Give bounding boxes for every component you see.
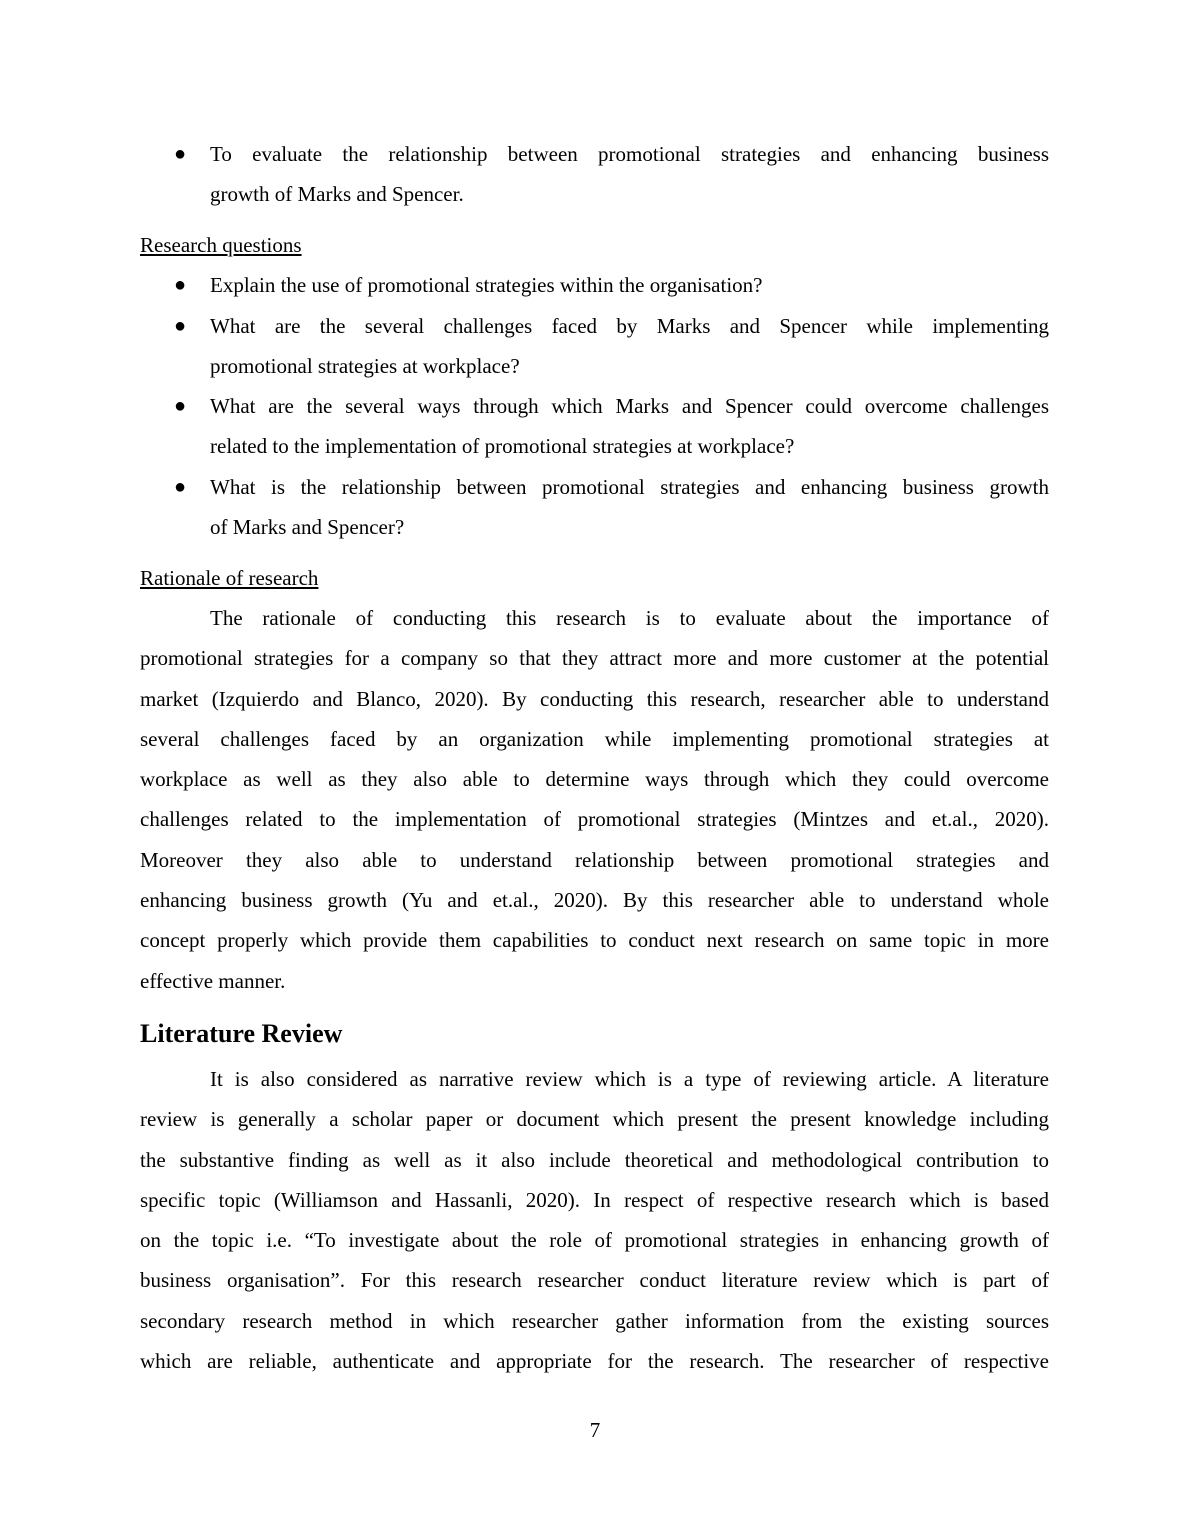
bullet-icon: ● bbox=[174, 395, 187, 417]
line: concept properly which provide them capabilities to conduct next research on same topic in more bbox=[140, 928, 1049, 953]
line: market (Izquierdo and Blanco, 2020). By conducting this research, researcher able to understand bbox=[140, 686, 1049, 711]
rationale-paragraph bbox=[140, 598, 1049, 1001]
research-question-item bbox=[174, 386, 1049, 467]
line: Explain the use of promotional strategies within the organisation? bbox=[210, 273, 763, 297]
line: Moreover they also able to understand relationship between promotional strategies and bbox=[140, 847, 1049, 872]
line: effective manner. bbox=[140, 968, 286, 993]
line: enhancing business growth (Yu and et.al., 2020). By this researcher able to understand whole bbox=[140, 888, 1049, 913]
bullet-icon: ● bbox=[174, 143, 187, 165]
research-question-item bbox=[174, 467, 1049, 548]
line: promotional strategies for a company so that they attract more and more customer at the potential bbox=[140, 646, 1049, 671]
line: To evaluate the relationship between promotional strategies and enhancing business bbox=[210, 142, 1049, 166]
line: growth of Marks and Spencer. bbox=[210, 182, 464, 207]
research-questions-heading: Research questions bbox=[140, 233, 302, 257]
rationale-heading: Rationale of research bbox=[140, 566, 319, 590]
line: on the topic i.e. “To investigate about the role of promotional strategies in enhancing growth of bbox=[140, 1228, 1049, 1253]
line: the substantive finding as well as it also include theoretical and methodological contribution to bbox=[140, 1147, 1049, 1172]
line: business organisation”. For this research researcher conduct literature review which is part of bbox=[140, 1268, 1049, 1293]
line: What are the several challenges faced by Marks and Spencer while implementing bbox=[210, 314, 1049, 338]
line: specific topic (Williamson and Hassanli, 2020). In respect of respective research which is based bbox=[140, 1187, 1049, 1212]
research-question-item bbox=[174, 306, 1049, 387]
research-question-item bbox=[174, 265, 1049, 305]
line: The rationale of conducting this research is to evaluate about the importance of bbox=[210, 606, 1049, 630]
line: which are reliable, authenticate and appropriate for the research. The researcher of respective bbox=[140, 1349, 1049, 1374]
line: It is also considered as narrative review which is a type of reviewing article. A literature bbox=[210, 1067, 1049, 1091]
bullet-icon: ● bbox=[174, 476, 187, 498]
line: related to the implementation of promotional strategies at workplace? bbox=[210, 434, 795, 459]
line: review is generally a scholar paper or document which present the present knowledge including bbox=[140, 1107, 1049, 1132]
line: What are the several ways through which Marks and Spencer could overcome challenges bbox=[210, 394, 1049, 418]
line: challenges related to the implementation of promotional strategies (Mintzes and et.al., 2020). bbox=[140, 807, 1049, 832]
line: secondary research method in which researcher gather information from the existing sources bbox=[140, 1308, 1049, 1333]
page-number: 7 bbox=[589, 1418, 601, 1442]
bullet-icon: ● bbox=[174, 315, 187, 337]
line: What is the relationship between promotional strategies and enhancing business growth bbox=[210, 475, 1049, 499]
line: workplace as well as they also able to determine ways through which they could overcome bbox=[140, 767, 1049, 792]
line: several challenges faced by an organization while implementing promotional strategies at bbox=[140, 726, 1049, 751]
line: promotional strategies at workplace? bbox=[210, 354, 520, 379]
literature-review-heading: Literature Review bbox=[140, 1019, 343, 1048]
objective-bullet bbox=[174, 134, 1049, 215]
line: of Marks and Spencer? bbox=[210, 515, 405, 540]
bullet-icon: ● bbox=[174, 274, 187, 296]
literature-review-paragraph bbox=[140, 1059, 1049, 1381]
